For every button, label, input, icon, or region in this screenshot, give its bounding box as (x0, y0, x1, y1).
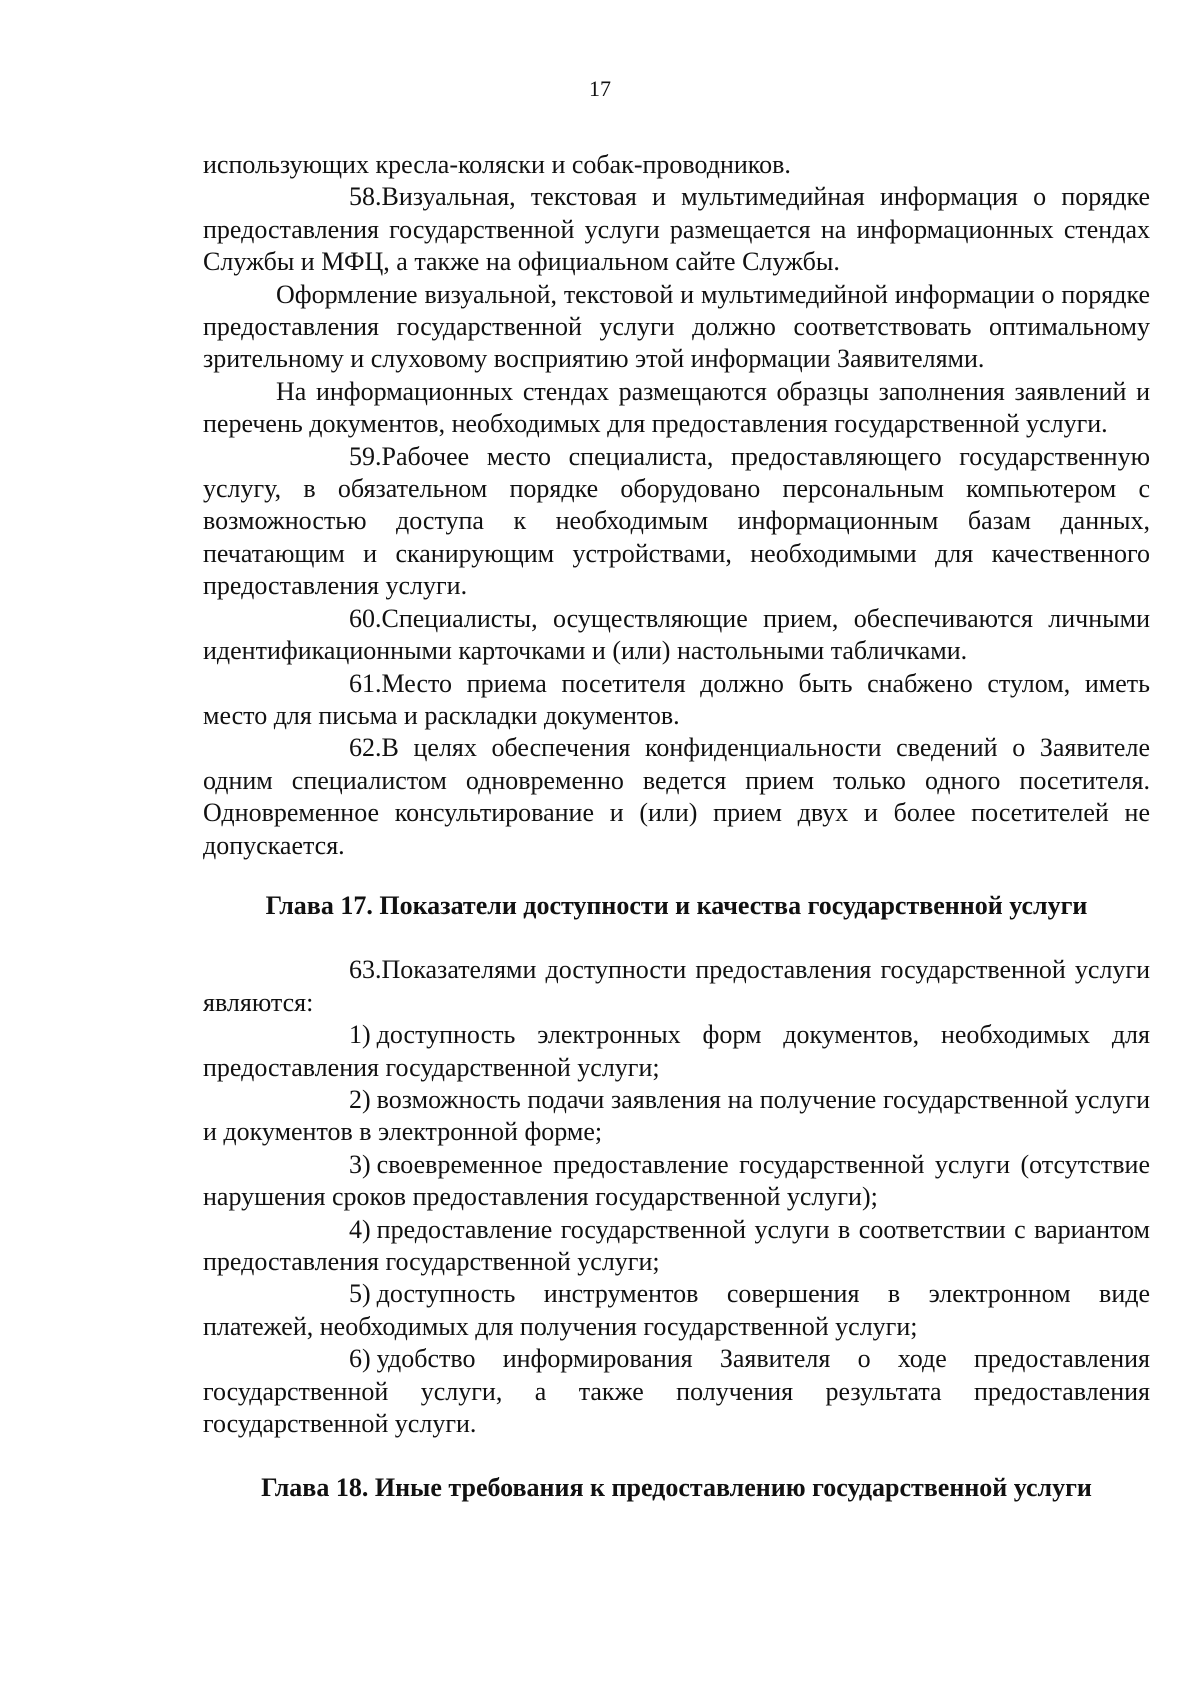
list-item-5 (203, 1278, 1150, 1343)
paragraph-58 (203, 181, 1150, 278)
paragraph-59 (203, 441, 1150, 603)
list-item-number: 2) (349, 1084, 371, 1114)
paragraph-number: 61. (349, 668, 382, 698)
paragraph-60 (203, 603, 1150, 668)
list-item-1 (203, 1019, 1150, 1084)
list-item-text: возможность подачи заявления на получение государственной услуги и документов в электронной форме; (203, 1084, 1150, 1147)
paragraph-61 (203, 668, 1150, 733)
paragraph-text: В целях обеспечения конфиденциальности сведений о Заявителе одним специалистом одновременно ведется прием только одного посетителя. Одновременное консультирование и (или) прием двух и более посетителей не допускается. (203, 733, 1150, 860)
paragraph-continuation: использующих кресла-коляски и собак-проводников. (203, 150, 791, 179)
chapter-17-heading: Глава 17. Показатели доступности и качества государственной услуги (265, 890, 1088, 920)
list-item-text: доступность инструментов совершения в электронном виде платежей, необходимых для получения государственной услуги; (203, 1279, 1150, 1341)
paragraph-text: Рабочее место специалиста, предоставляющего государственную услугу, в обязательном порядке оборудовано персональным компьютером с возможностью доступа к необходимым информационным базам данных, печатающим и сканирующим устройствами, необходимыми для качественного предоставления услуги. (203, 441, 1150, 601)
list-item-number: 6) (349, 1344, 371, 1374)
paragraph-text: Визуальная, текстовая и мультимедийная информация о порядке предоставления государственной услуги размещается на информационных стендах Службы и МФЦ, а также на официальном сайте Службы. (203, 182, 1150, 277)
paragraph-number: 60. (349, 603, 382, 633)
paragraph-number: 62. (349, 733, 382, 763)
paragraph-text: Показателями доступности предоставления государственной услуги являются: (203, 955, 1150, 1017)
document-body (203, 149, 1150, 1505)
paragraph-number: 63. (349, 955, 382, 985)
list-item-text: предоставление государственной услуги в соответствии с вариантом предоставления государственной услуги; (203, 1214, 1150, 1276)
list-item-number: 5) (349, 1279, 371, 1309)
page-number: 17 (589, 76, 611, 101)
paragraph-number: 59. (349, 441, 382, 471)
list-item-3 (203, 1149, 1150, 1214)
paragraph-text: Специалисты, осуществляющие прием, обеспечиваются личными идентификационными карточками и (или) настольными табличками. (203, 603, 1150, 666)
list-item-text: доступность электронных форм документов, необходимых для предоставления государственной услуги; (203, 1020, 1150, 1082)
paragraph-58-stands: На информационных стендах размещаются образцы заполнения заявлений и перечень документов, необходимых для предоставления государственной услуги. (203, 376, 1150, 439)
paragraph-63 (203, 954, 1150, 1019)
list-item-2 (203, 1084, 1150, 1149)
paragraph-58-design: Оформление визуальной, текстовой и мультимедийной информации о порядке предоставления государственной услуги должно соответствовать оптимальному зрительному и слуховому восприятию этой информации Заявителями. (203, 279, 1150, 374)
list-item-number: 1) (349, 1020, 371, 1050)
paragraph-number: 58. (349, 182, 382, 212)
paragraph-text: Место приема посетителя должно быть снабжено стулом, иметь место для письма и раскладки документов. (203, 668, 1150, 730)
chapter-18-heading: Глава 18. Иные требования к предоставлению государственной услуги (261, 1473, 1092, 1503)
list-item-4 (203, 1214, 1150, 1279)
list-item-text: своевременное предоставление государственной услуги (отсутствие нарушения сроков предоставления государственной услуги); (203, 1149, 1150, 1212)
list-item-text: удобство информирования Заявителя о ходе предоставления государственной услуги, а также получения результата предоставления государственной услуги. (203, 1344, 1150, 1439)
list-item-number: 4) (349, 1214, 371, 1244)
paragraph-62 (203, 732, 1150, 862)
list-item-6 (203, 1343, 1150, 1440)
list-item-number: 3) (349, 1149, 371, 1179)
